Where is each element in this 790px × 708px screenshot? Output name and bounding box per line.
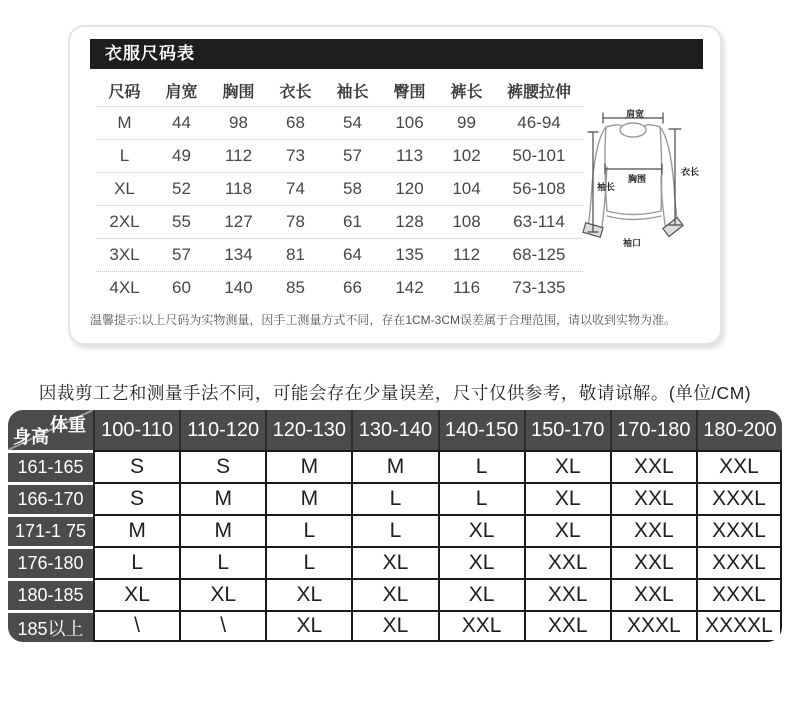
size-table-row xyxy=(96,140,583,173)
size-cell: 50-101 xyxy=(512,146,566,165)
height-row-header: 176-180 xyxy=(8,546,93,578)
weight-column-header: 140-150 xyxy=(438,410,524,450)
weight-column-header: 110-120 xyxy=(179,410,265,450)
height-row-header: 161-165 xyxy=(8,450,93,482)
weight-column-header: 150-170 xyxy=(524,410,610,450)
size-cell: 106 xyxy=(395,113,424,132)
size-cell: 108 xyxy=(452,212,481,231)
height-row-header: 180-185 xyxy=(8,578,93,610)
matrix-size-cell: XXL xyxy=(610,450,696,482)
size-column-header: 胸围 xyxy=(222,83,255,101)
matrix-size-cell: XXXL xyxy=(696,514,782,546)
matrix-size-cell: XL xyxy=(351,610,437,642)
matrix-size-cell: XL xyxy=(265,610,351,642)
matrix-size-cell: XXL xyxy=(438,610,524,642)
size-table-row xyxy=(96,239,583,272)
shoulder-width-label: 肩宽 xyxy=(626,109,645,119)
matrix-size-cell: XL xyxy=(179,578,265,610)
size-cell: 61 xyxy=(343,212,362,231)
size-table-row xyxy=(96,272,583,304)
matrix-size-cell: XL xyxy=(524,514,610,546)
panel-title: 衣服尺码表 xyxy=(90,39,703,69)
size-cell: 58 xyxy=(343,179,362,198)
height-row-header: 171-1 75 xyxy=(8,514,93,546)
size-cell: 73 xyxy=(286,146,305,165)
size-cell: 116 xyxy=(452,278,481,297)
size-cell: L xyxy=(119,146,130,165)
matrix-size-cell: M xyxy=(179,514,265,546)
size-table-panel xyxy=(68,25,722,345)
matrix-size-cell: XL xyxy=(351,578,437,610)
size-cell: 142 xyxy=(395,278,424,297)
sleeve-length-label: 袖长 xyxy=(597,182,616,192)
matrix-size-cell: S xyxy=(93,482,179,514)
matrix-size-cell: L xyxy=(351,514,437,546)
matrix-size-cell: L xyxy=(438,482,524,514)
weight-column-header: 100-110 xyxy=(93,410,179,450)
matrix-size-cell: M xyxy=(93,514,179,546)
size-cell: 68-125 xyxy=(512,245,566,264)
garment-diagram xyxy=(578,109,718,254)
matrix-size-cell: XXL xyxy=(524,610,610,642)
matrix-size-cell: XXL xyxy=(696,450,782,482)
weight-column-header: 170-180 xyxy=(610,410,696,450)
size-cell: 46-94 xyxy=(517,113,561,132)
size-cell: 99 xyxy=(457,113,476,132)
size-cell: 104 xyxy=(452,179,481,198)
size-cell: 81 xyxy=(286,245,305,264)
size-cell: 68 xyxy=(286,113,305,132)
size-cell: 134 xyxy=(224,245,253,264)
garment-length-label: 衣长 xyxy=(681,167,700,177)
matrix-size-cell: L xyxy=(265,546,351,578)
matrix-size-cell: XXL xyxy=(524,578,610,610)
size-cell: 127 xyxy=(224,212,253,231)
matrix-size-cell: XXL xyxy=(610,578,696,610)
size-column-header: 衣长 xyxy=(279,83,312,101)
corner-height-label: 身高 xyxy=(13,427,49,447)
size-cell: 98 xyxy=(229,113,248,132)
size-column-header: 裤长 xyxy=(450,83,483,101)
matrix-size-cell: XL xyxy=(524,450,610,482)
height-weight-matrix xyxy=(8,410,782,642)
size-cell: XL xyxy=(114,179,135,198)
matrix-size-cell: L xyxy=(265,514,351,546)
matrix-size-cell: M xyxy=(351,450,437,482)
size-column-header: 袖长 xyxy=(336,83,369,101)
matrix-size-cell: XL xyxy=(438,578,524,610)
size-cell: 2XL xyxy=(109,212,140,231)
size-table-header-row xyxy=(96,74,583,107)
matrix-size-cell: XXL xyxy=(610,514,696,546)
size-cell: 73-135 xyxy=(512,278,566,297)
matrix-size-cell: XXL xyxy=(524,546,610,578)
matrix-size-cell: L xyxy=(438,450,524,482)
matrix-size-cell: S xyxy=(179,450,265,482)
size-cell: 112 xyxy=(452,245,481,264)
size-table-row xyxy=(96,206,583,239)
size-table-row xyxy=(96,107,583,140)
size-cell: 120 xyxy=(395,179,424,198)
matrix-size-cell: \ xyxy=(179,610,265,642)
matrix-size-cell: XXXL xyxy=(696,546,782,578)
size-cell: 63-114 xyxy=(513,212,565,231)
matrix-size-cell: M xyxy=(265,450,351,482)
matrix-size-cell: \ xyxy=(93,610,179,642)
size-cell: M xyxy=(117,113,132,132)
size-cell: 74 xyxy=(286,179,305,198)
size-cell: 102 xyxy=(452,146,481,165)
size-cell: 113 xyxy=(395,146,424,165)
weight-column-header: 120-130 xyxy=(265,410,351,450)
size-cell: 128 xyxy=(395,212,424,231)
corner-weight-label: 体重 xyxy=(50,415,86,435)
size-cell: 66 xyxy=(343,278,362,297)
size-cell: 60 xyxy=(172,278,191,297)
matrix-size-cell: XXXXL xyxy=(696,610,782,642)
size-column-header: 肩宽 xyxy=(165,83,198,101)
matrix-size-cell: XXL xyxy=(610,546,696,578)
weight-column-header: 180-200 xyxy=(696,410,782,450)
matrix-size-cell: XXL xyxy=(610,482,696,514)
matrix-size-cell: XXXL xyxy=(696,578,782,610)
size-cell: 112 xyxy=(224,146,253,165)
size-column-header: 裤腰拉伸 xyxy=(506,83,571,101)
matrix-corner-cell xyxy=(8,410,93,450)
matrix-size-cell: M xyxy=(265,482,351,514)
weight-column-header: 130-140 xyxy=(351,410,437,450)
size-cell: 140 xyxy=(224,278,253,297)
size-cell: 57 xyxy=(343,146,362,165)
matrix-size-cell: L xyxy=(179,546,265,578)
size-cell: 85 xyxy=(286,278,305,297)
size-cell: 49 xyxy=(172,146,191,165)
matrix-size-cell: L xyxy=(351,482,437,514)
cuff-label: 袖口 xyxy=(623,238,642,248)
matrix-size-cell: XL xyxy=(265,578,351,610)
size-column-header: 尺码 xyxy=(108,83,141,101)
matrix-size-cell: XL xyxy=(438,546,524,578)
size-cell: 78 xyxy=(286,212,305,231)
size-table-row xyxy=(96,173,583,206)
matrix-size-cell: XL xyxy=(524,482,610,514)
size-column-header: 臀围 xyxy=(393,83,426,101)
size-cell: 135 xyxy=(395,245,424,264)
matrix-size-cell: XXXL xyxy=(610,610,696,642)
right-cuff xyxy=(663,218,683,237)
height-row-header: 185以上 xyxy=(8,610,93,642)
matrix-size-cell: S xyxy=(93,450,179,482)
size-cell: 55 xyxy=(172,212,191,231)
matrix-size-cell: M xyxy=(179,482,265,514)
size-cell: 118 xyxy=(224,179,253,198)
size-cell: 54 xyxy=(343,113,362,132)
height-row-header: 166-170 xyxy=(8,482,93,514)
size-cell: 4XL xyxy=(109,278,140,297)
size-cell: 52 xyxy=(172,179,191,198)
matrix-size-cell: XXXL xyxy=(696,482,782,514)
measure-note: 温馨提示:以上尺码为实物测量，因手工测量方式不同，存在1CM-3CM误差属于合理范围，请以收到实物为准。 xyxy=(90,313,677,327)
size-cell: 56-108 xyxy=(512,179,566,198)
size-cell: 64 xyxy=(343,245,362,264)
size-cell: 44 xyxy=(172,113,191,132)
size-cell: 3XL xyxy=(109,245,140,264)
chest-label: 胸围 xyxy=(628,174,647,184)
matrix-size-cell: XL xyxy=(438,514,524,546)
matrix-size-cell: XL xyxy=(93,578,179,610)
size-cell: 57 xyxy=(172,245,191,264)
matrix-size-cell: L xyxy=(93,546,179,578)
matrix-size-cell: XL xyxy=(351,546,437,578)
disclaimer-text: 因裁剪工艺和测量手法不同，可能会存在少量误差，尺寸仅供参考，敬请谅解。(单位/CM) xyxy=(38,382,752,403)
